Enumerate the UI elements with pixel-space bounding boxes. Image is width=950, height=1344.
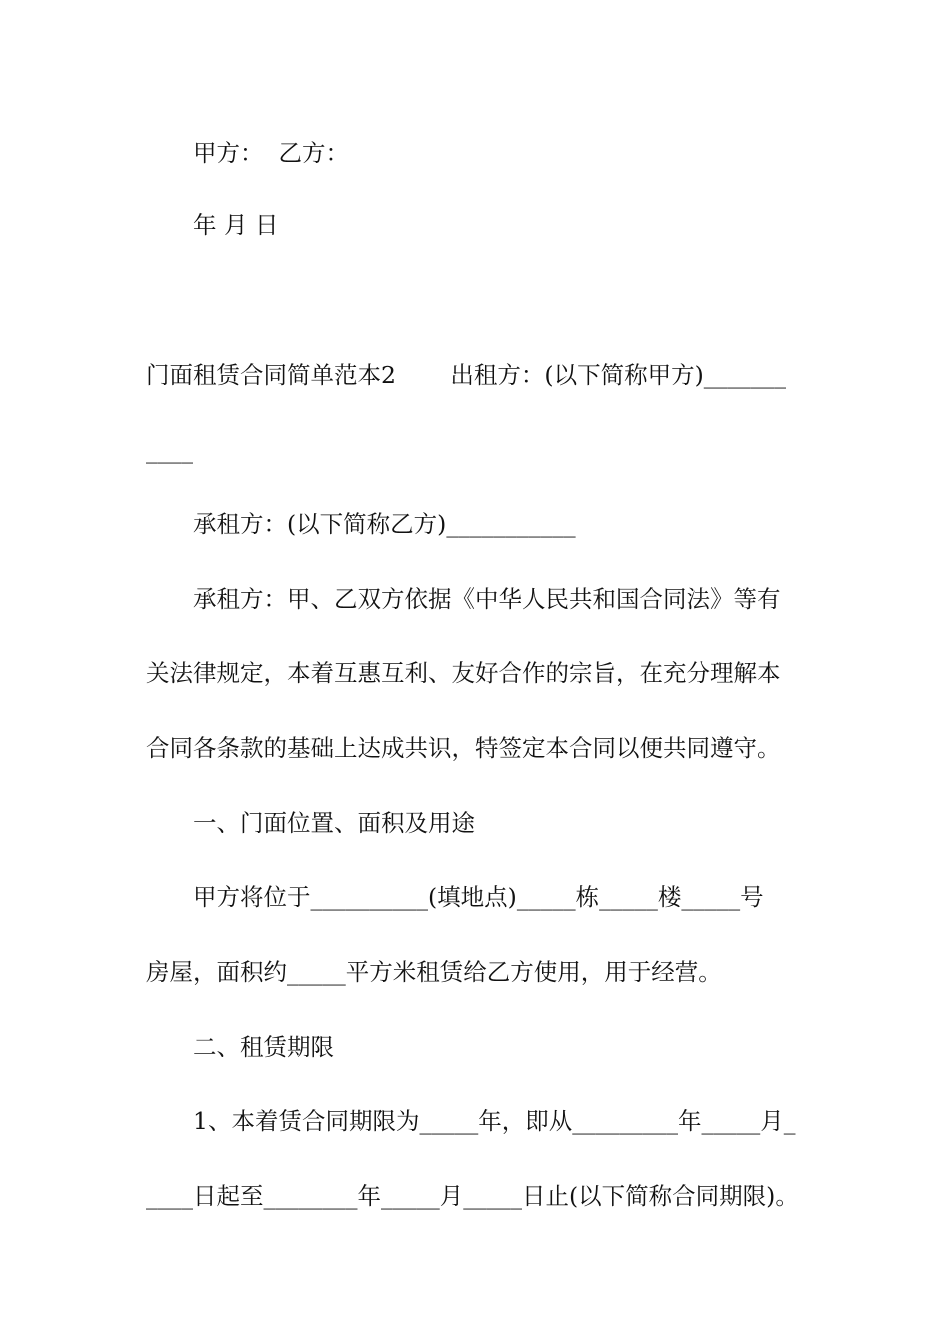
section-heading-location: 一、门面位置、面积及用途 (193, 809, 475, 837)
location-paragraph-line-2: 房屋，面积约_____平方米租赁给乙方使用，用于经营。 (146, 958, 722, 986)
preamble-paragraph-line-2: 关法律规定，本着互惠互利、友好合作的宗旨，在充分理解本 (146, 659, 781, 687)
preamble-paragraph-line-1: 承租方：甲、乙双方依据《中华人民共和国合同法》等有 (193, 585, 781, 613)
contract-title-lessor-line: 门面租赁合同简单范本2 出租方：(以下简称甲方)_______ (146, 361, 787, 389)
lessee-line: 承租方：(以下简称乙方)___________ (193, 510, 576, 538)
location-paragraph-line-1: 甲方将位于__________(填地点)_____栋_____楼_____号 (193, 883, 764, 911)
signature-parties-line: 甲方： 乙方： (193, 139, 349, 167)
lessor-blank-continuation: ____ (146, 436, 193, 464)
term-paragraph-line-1: 1、本着赁合同期限为_____年，即从_________年_____月_ (193, 1107, 796, 1135)
term-paragraph-line-2: ____日起至________年_____月_____日止(以下简称合同期限)。 (146, 1182, 799, 1210)
preamble-paragraph-line-3: 合同各条款的基础上达成共识，特签定本合同以便共同遵守。 (146, 734, 781, 762)
date-line: 年 月 日 (193, 211, 279, 239)
section-heading-term: 二、租赁期限 (193, 1033, 334, 1061)
